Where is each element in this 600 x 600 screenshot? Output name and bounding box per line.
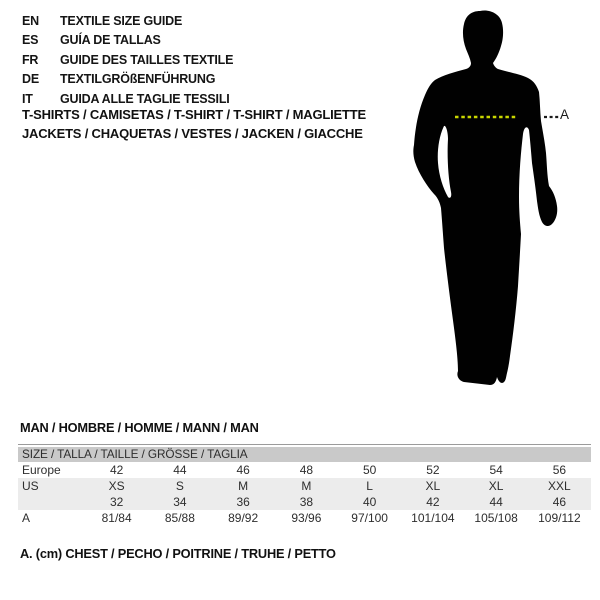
table-cell: 93/96: [291, 511, 322, 525]
table-cell: XL: [488, 479, 504, 493]
table-cell: 54: [489, 463, 503, 477]
table-cell: S: [175, 479, 184, 493]
language-code: ES: [22, 33, 39, 48]
language-code: FR: [22, 52, 39, 67]
size-table-header: SIZE / TALLA / TAILLE / GRÖSSE / TAGLIA: [18, 447, 591, 462]
measure-label-a: A: [560, 107, 570, 122]
table-cell: M: [301, 479, 312, 493]
table-row-chest-a: [18, 510, 591, 526]
language-row: [22, 70, 233, 89]
table-cell: XS: [108, 479, 125, 493]
language-row: [22, 31, 233, 50]
size-table: [18, 444, 591, 526]
table-cell: 97/100: [351, 511, 388, 525]
table-cell: 89/92: [228, 511, 259, 525]
table-cell: 36: [236, 495, 250, 509]
table-cell: 81/84: [101, 511, 132, 525]
section-title-man: MAN / HOMBRE / HOMME / MANN / MAN: [20, 420, 259, 435]
language-code: DE: [22, 72, 39, 87]
table-row-europe: [18, 462, 591, 478]
table-cell: 56: [552, 463, 567, 477]
table-cell: XXL: [548, 479, 571, 493]
table-cell: 32: [109, 495, 124, 509]
table-cell: 85/88: [164, 511, 195, 525]
language-code: EN: [22, 14, 39, 28]
row-label: Europe: [22, 463, 61, 477]
table-cell: 52: [426, 463, 440, 477]
table-cell: 34: [173, 495, 187, 509]
category-line-jackets: JACKETS / CHAQUETAS / VESTES / JACKEN / GIACCHE: [22, 126, 363, 141]
table-cell: 44: [489, 495, 503, 509]
table-cell: 101/104: [411, 511, 455, 525]
language-title: GUIDA ALLE TAGLIE TESSILI: [60, 91, 230, 106]
table-cell: 40: [362, 495, 377, 509]
language-title: TEXTILE SIZE GUIDE: [60, 14, 183, 28]
table-row-us-numeric: [18, 494, 591, 510]
footnote-chest: A. (cm) CHEST / PECHO / POITRINE / TRUHE / PETTO: [20, 546, 336, 561]
table-cell: L: [366, 479, 373, 493]
category-lines: [22, 105, 366, 143]
man-silhouette: [400, 5, 575, 395]
row-label: US: [22, 479, 39, 493]
table-cell: 46: [552, 495, 567, 509]
man-silhouette-body: [413, 11, 557, 385]
row-label: [18, 494, 85, 510]
table-cell: XL: [425, 479, 441, 493]
table-row-us: [18, 478, 591, 494]
table-cell: 50: [362, 463, 377, 477]
language-title: TEXTILGRÖßENFÜHRUNG: [60, 72, 216, 87]
table-cell: 42: [426, 495, 440, 509]
table-cell: 109/112: [538, 511, 581, 525]
language-title: GUÍA DE TALLAS: [60, 33, 161, 48]
table-cell: 46: [236, 463, 250, 477]
table-cell: M: [238, 479, 249, 493]
category-line-tshirts: T-SHIRTS / CAMISETAS / T-SHIRT / T-SHIRT / MAGLIETTE: [22, 107, 366, 122]
table-cell: 48: [299, 463, 314, 477]
table-cell: 44: [173, 463, 187, 477]
table-cell: 42: [109, 463, 124, 477]
language-row: [22, 51, 233, 70]
language-row: [22, 12, 233, 31]
row-label: A: [22, 511, 31, 525]
language-code: IT: [22, 91, 33, 106]
table-cell: 105/108: [474, 511, 518, 525]
language-list: [22, 12, 233, 109]
language-title: GUIDE DES TAILLES TEXTILE: [60, 52, 234, 67]
table-top-divider: [18, 444, 591, 445]
table-cell: 38: [299, 495, 314, 509]
